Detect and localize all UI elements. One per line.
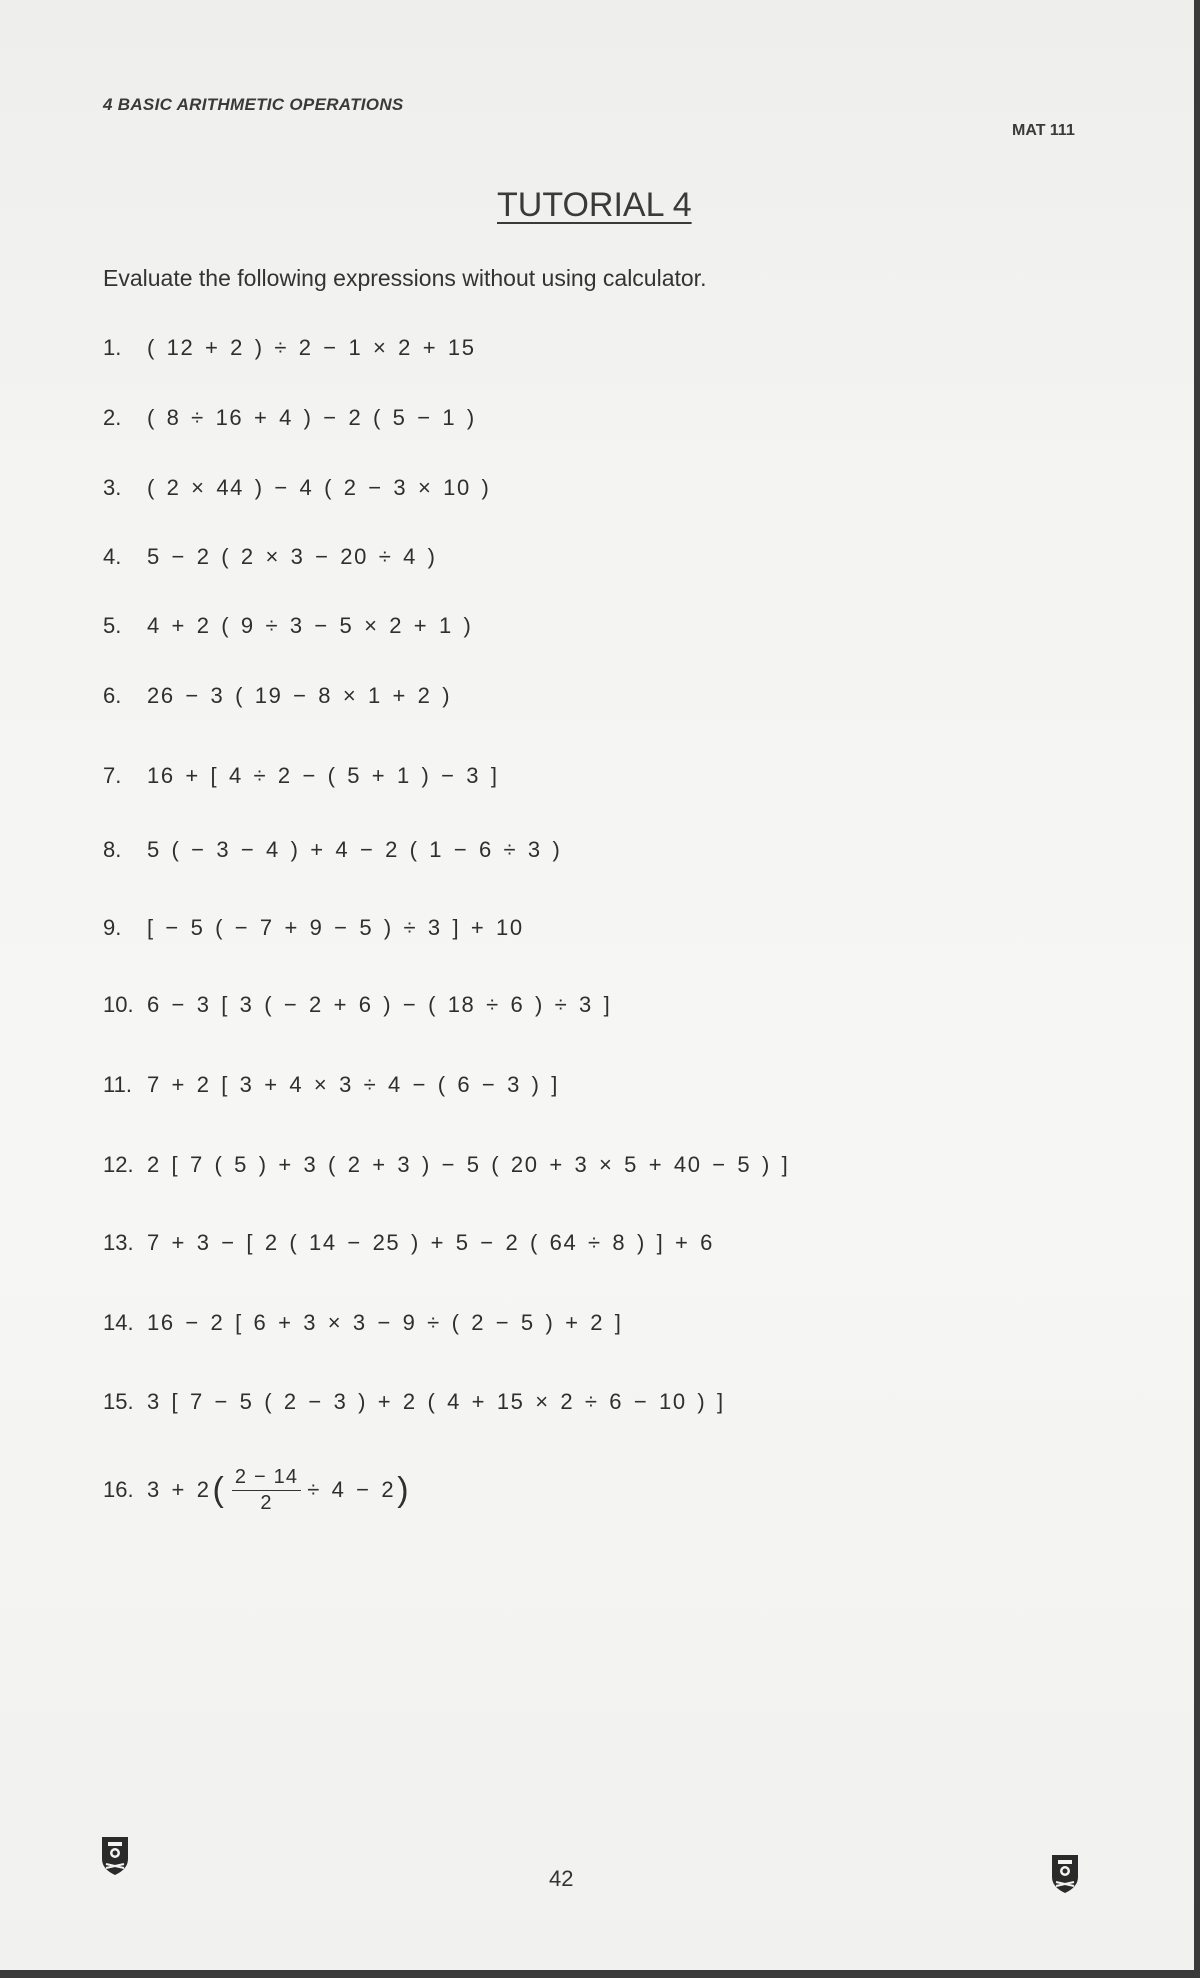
question-number: 3. — [103, 475, 122, 500]
question-6 — [103, 676, 451, 716]
question-number: 5. — [103, 613, 122, 638]
page-number: 42 — [549, 1866, 574, 1891]
question-5 — [103, 606, 472, 646]
question-15 — [103, 1382, 725, 1422]
question-11 — [103, 1065, 559, 1105]
question-13 — [103, 1223, 714, 1263]
expression-suffix: ÷ 4 − 2 — [307, 1477, 396, 1502]
fraction-numerator: 2 − 14 — [232, 1466, 301, 1491]
question-number: 16. — [103, 1477, 134, 1502]
question-expression: 2 [ 7 ( 5 ) + 3 ( 2 + 3 ) − 5 ( 20 + 3 × 5 + 40 − 5 ) ] — [147, 1152, 790, 1177]
course-code: MAT 111 — [1012, 122, 1075, 139]
question-expression: 6 − 3 [ 3 ( − 2 + 6 ) − ( 18 ÷ 6 ) ÷ 3 ] — [147, 992, 612, 1017]
question-number: 1. — [103, 335, 122, 360]
question-number: 15. — [103, 1389, 134, 1414]
question-number: 8. — [103, 837, 122, 862]
question-number: 4. — [103, 544, 122, 569]
open-paren: ( — [212, 1471, 224, 1509]
question-7 — [103, 756, 499, 796]
question-number: 11. — [103, 1072, 132, 1097]
question-number: 6. — [103, 683, 122, 708]
question-12 — [103, 1145, 789, 1185]
question-3 — [103, 468, 490, 508]
page-title: TUTORIAL 4 — [497, 186, 692, 224]
question-1 — [103, 328, 476, 368]
question-number: 10. — [103, 992, 134, 1017]
question-expression — [147, 1466, 411, 1515]
question-expression: 3 [ 7 − 5 ( 2 − 3 ) + 2 ( 4 + 15 × 2 ÷ 6 − 10 ) ] — [147, 1389, 725, 1414]
question-expression: 4 + 2 ( 9 ÷ 3 − 5 × 2 + 1 ) — [147, 613, 473, 638]
question-16 — [103, 1462, 411, 1518]
question-number: 7. — [103, 763, 122, 788]
question-expression: 26 − 3 ( 19 − 8 × 1 + 2 ) — [147, 683, 452, 708]
question-number: 2. — [103, 405, 122, 430]
close-paren: ) — [397, 1471, 409, 1509]
question-expression: ( 2 × 44 ) − 4 ( 2 − 3 × 10 ) — [147, 475, 491, 500]
question-expression: 5 ( − 3 − 4 ) + 4 − 2 ( 1 − 6 ÷ 3 ) — [147, 837, 562, 862]
question-number: 13. — [103, 1230, 134, 1255]
page-edge-right — [1194, 0, 1200, 1978]
question-9 — [103, 908, 524, 948]
running-head: 4 BASIC ARITHMETIC OPERATIONS — [103, 95, 404, 114]
question-number: 12. — [103, 1152, 134, 1177]
question-number: 14. — [103, 1310, 134, 1335]
question-expression: 16 + [ 4 ÷ 2 − ( 5 + 1 ) − 3 ] — [147, 763, 499, 788]
question-expression: 16 − 2 [ 6 + 3 × 3 − 9 ÷ ( 2 − 5 ) + 2 ] — [147, 1310, 623, 1335]
fraction-denominator: 2 — [260, 1491, 273, 1514]
university-crest-icon — [1050, 1853, 1080, 1895]
question-expression: ( 12 + 2 ) ÷ 2 − 1 × 2 + 15 — [147, 335, 476, 360]
question-number: 9. — [103, 915, 122, 940]
question-expression: 7 + 2 [ 3 + 4 × 3 ÷ 4 − ( 6 − 3 ) ] — [147, 1072, 559, 1097]
instructions: Evaluate the following expressions without using calculator. — [103, 265, 707, 291]
question-expression: 5 − 2 ( 2 × 3 − 20 ÷ 4 ) — [147, 544, 437, 569]
question-2 — [103, 398, 476, 438]
expression-prefix: 3 + 2 — [147, 1477, 211, 1502]
question-14 — [103, 1303, 623, 1343]
question-expression: ( 8 ÷ 16 + 4 ) − 2 ( 5 − 1 ) — [147, 405, 476, 430]
page-edge-bottom — [0, 1970, 1200, 1978]
question-expression: [ − 5 ( − 7 + 9 − 5 ) ÷ 3 ] + 10 — [147, 915, 524, 940]
fraction — [232, 1466, 301, 1515]
question-10 — [103, 985, 611, 1025]
question-expression: 7 + 3 − [ 2 ( 14 − 25 ) + 5 − 2 ( 64 ÷ 8 ) ] + 6 — [147, 1230, 715, 1255]
question-8 — [103, 830, 561, 870]
question-4 — [103, 537, 437, 577]
university-crest-icon — [100, 1835, 130, 1877]
